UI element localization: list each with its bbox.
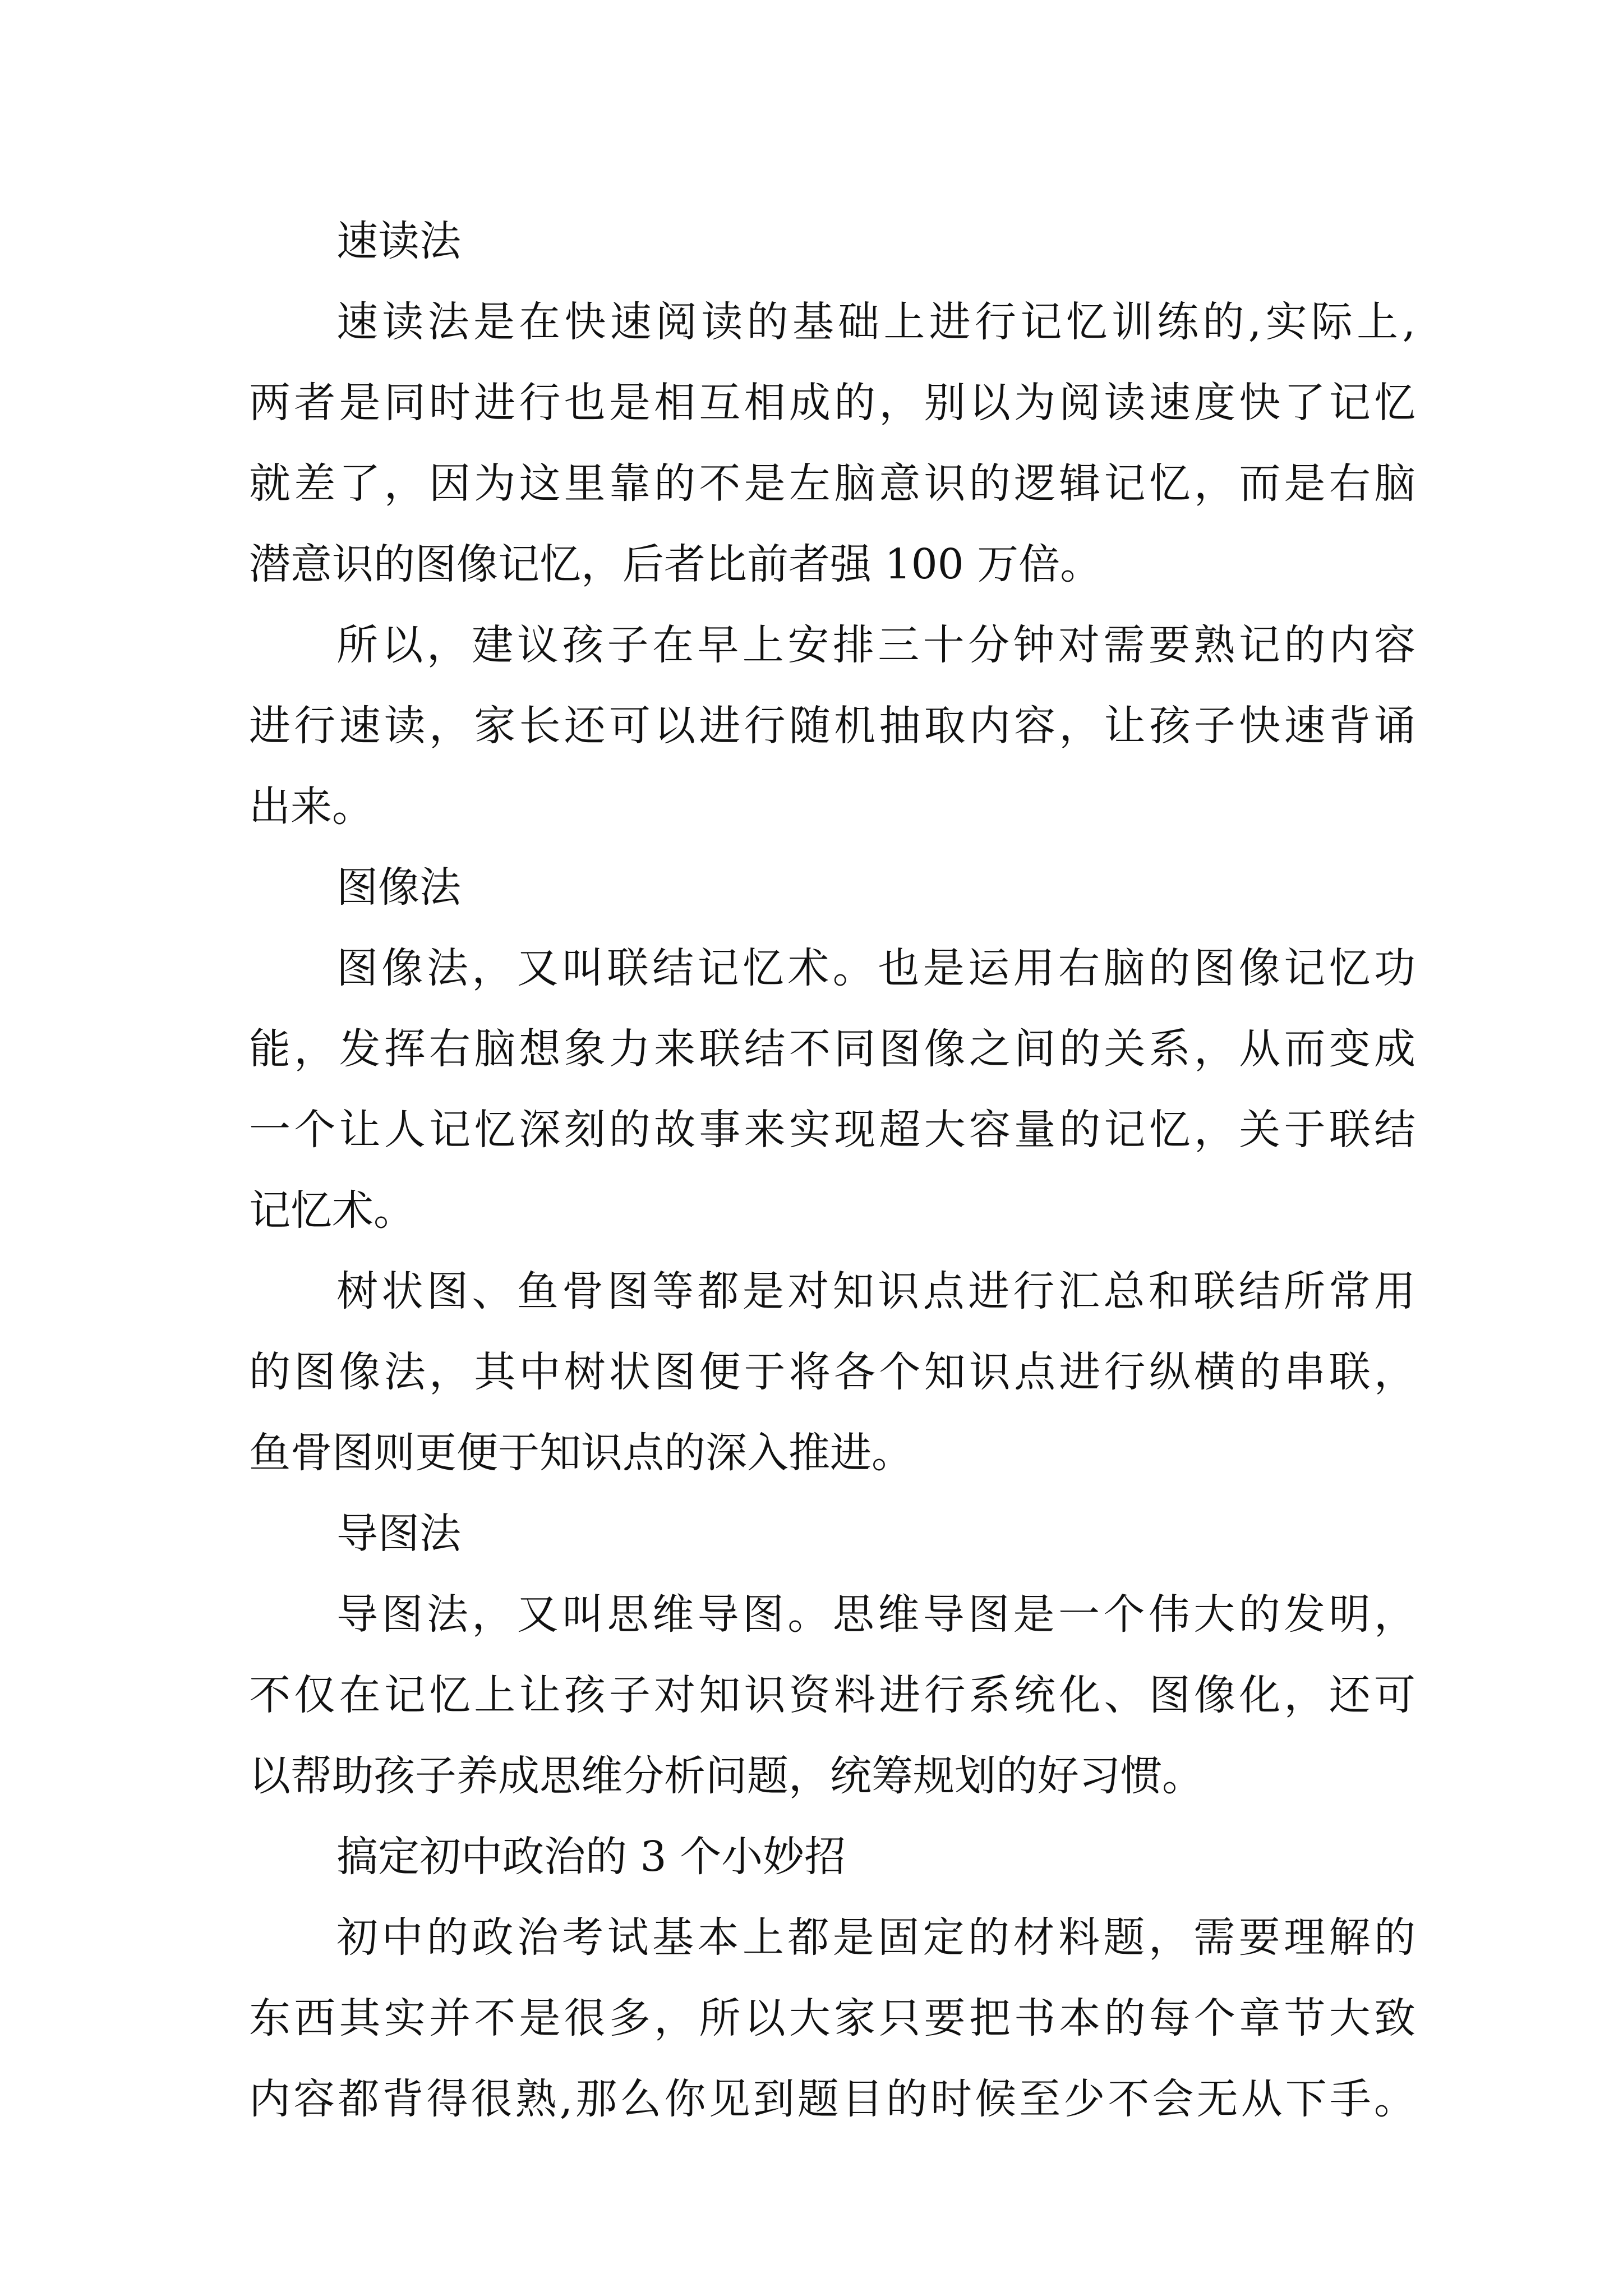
section-heading-speed-reading: 速读法 [336, 217, 461, 265]
paragraph-line: 的图像法，其中树状图便于将各个知识点进行纵横的串联， [249, 1348, 1415, 1396]
section-heading-mind-map: 导图法 [336, 1510, 461, 1558]
paragraph-line: 东西其实并不是很多，所以大家只要把书本的每个章节大致 [249, 1994, 1415, 2042]
paragraph-line: 不仅在记忆上让孩子对知识资料进行系统化、图像化，还可 [249, 1671, 1415, 1719]
paragraph-line: 内容都背得很熟,那么你见到题目的时候至少不会无从下手。 [249, 2075, 1415, 2123]
document-body [249, 201, 1415, 2139]
paragraph-line: 进行速读，家长还可以进行随机抽取内容，让孩子快速背诵 [249, 702, 1415, 750]
paragraph-line: 所以，建议孩子在早上安排三十分钟对需要熟记的内容 [336, 621, 1415, 669]
paragraph-line: 鱼骨图则更便于知识点的深入推进。 [249, 1429, 913, 1477]
paragraph-line: 导图法，又叫思维导图。思维导图是一个伟大的发明， [336, 1590, 1415, 1639]
paragraph-line: 树状图、鱼骨图等都是对知识点进行汇总和联结所常用 [336, 1267, 1415, 1315]
paragraph-line: 两者是同时进行也是相互相成的，别以为阅读速度快了记忆 [249, 379, 1415, 427]
paragraph-line: 记忆术。 [249, 1186, 415, 1235]
paragraph-line: 能，发挥右脑想象力来联结不同图像之间的关系，从而变成 [249, 1025, 1415, 1073]
paragraph-line: 以帮助孩子养成思维分析问题，统筹规划的好习惯。 [249, 1752, 1204, 1800]
paragraph-line: 就差了，因为这里靠的不是左脑意识的逻辑记忆，而是右脑 [249, 459, 1415, 508]
paragraph-line: 图像法，又叫联结记忆术。也是运用右脑的图像记忆功 [336, 944, 1415, 992]
paragraph-line: 速读法是在快速阅读的基础上进行记忆训练的,实际上, [336, 298, 1415, 346]
paragraph-line: 一个让人记忆深刻的故事来实现超大容量的记忆，关于联结 [249, 1106, 1415, 1154]
paragraph-line: 出来。 [249, 783, 374, 831]
paragraph-line: 初中的政治考试基本上都是固定的材料题，需要理解的 [336, 1913, 1415, 1962]
section-heading-politics-tips: 搞定初中政治的 3 个小妙招 [336, 1833, 846, 1881]
paragraph-line: 潜意识的图像记忆，后者比前者强 100 万倍。 [249, 540, 1102, 588]
section-heading-image-method: 图像法 [336, 863, 461, 912]
